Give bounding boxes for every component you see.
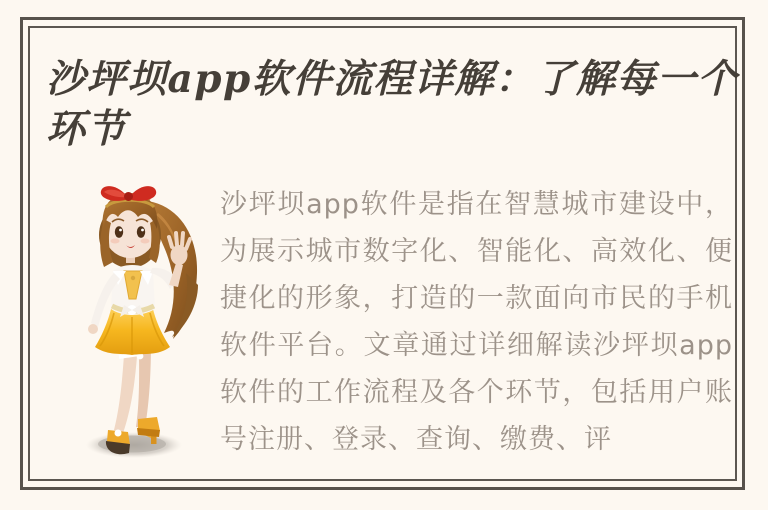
chibi-girl-image: [52, 181, 212, 466]
character-illustration: [52, 181, 212, 466]
outer-border-frame: [20, 17, 745, 490]
article-body-text: 沙坪坝app软件是指在智慧城市建设中，为展示城市数字化、智能化、高效化、便捷化的形象，打造的一款面向市民的手机软件平台。文章通过详细解读沙坪坝app软件的工作流程及各个环节，包括用户账号注册、登录、查询、缴费、评: [220, 189, 733, 455]
inner-border-frame: [28, 26, 737, 481]
article-title: 沙坪坝app软件流程详解：了解每一个环节: [46, 56, 738, 152]
white-blouse: [111, 265, 155, 317]
